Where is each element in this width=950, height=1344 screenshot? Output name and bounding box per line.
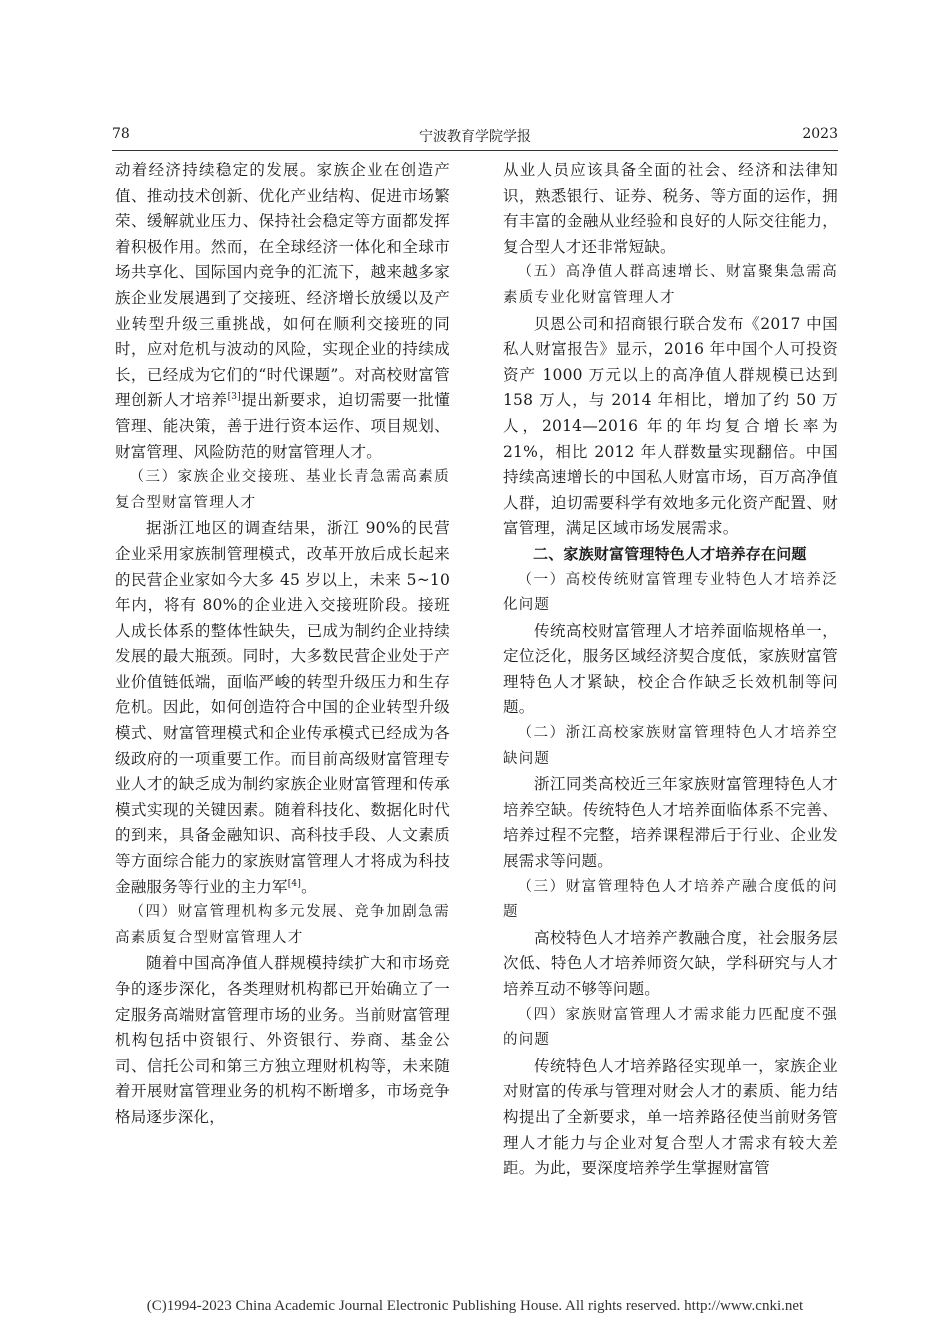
paragraph-wealth-report: 贝恩公司和招商银行联合发布《2017 中国私人财富报告》显示，2016 年中国个人可投资资产 1000 万元以上的高净值人群规模已达到 158 万人，与 2014 年相比，增加了约 50 万人，2014—2016 年的年均复合增长率为 21%，相比 2012 年人群数量实现翻倍。中国持续高速增长的中国私人财富市场，百万高净值人群，迫切需要科学有效地多元化资产配置、财富管理，满足区域市场发展需求。 [503, 314, 838, 538]
paragraph-2-3: 高校特色人才培养产教融合度，社会服务层次低、特色人才培养师资欠缺，学科研究与人才培养互动不够等问题。 [503, 928, 838, 998]
subheading-2-2: （二）浙江高校家族财富管理特色人才培养空缺问题 [503, 725, 838, 767]
paragraph-2-4: 传统特色人才培养路径实现单一，家族企业对财富的传承与管理对财会人才的素质、能力结构提出了全新要求，单一培养路径使当前财务管理人才能力与企业对复合型人才需求有较大差距。为此，要深度培养学生掌握财富管 [503, 1056, 838, 1178]
right-column [503, 158, 838, 1182]
subheading-4: （四）财富管理机构多元发展、竞争加剧急需高素质复合型财富管理人才 [115, 904, 450, 946]
subheading-2-1: （一）高校传统财富管理专业特色人才培养泛化问题 [503, 571, 838, 614]
journal-name: 宁波教育学院学报 [419, 129, 531, 145]
journal-year: 2023 [802, 126, 838, 142]
page-number: 78 [112, 126, 130, 142]
paragraph-2-1: 传统高校财富管理人才培养面临规格单一，定位泛化，服务区域经济契合度低，家族财富管理特色人才紧缺，校企合作缺乏长效机制等问题。 [503, 621, 838, 717]
paragraph-text: 动着经济持续稳定的发展。家族企业在创造产值、推动技术创新、优化产业结构、促进市场繁荣、缓解就业压力、保持社会稳定等方面都发挥着积极作用。然而，在全球经济一体化和全球市场共享化、国际国内竞争的汇流下，越来越多家族企业发展遇到了交接班、经济增长放缓以及产业转型升级三重挑战，如何在顺利交接班的同时，应对危机与波动的风险，实现企业的持续成长，已经成为它们的“时代课题”。对高校财富管理创新人才培养 [115, 161, 450, 410]
subheading-5: （五）高净值人群高速增长、财富聚集急需高素质专业化财富管理人才 [503, 264, 838, 306]
paragraph-2-2: 浙江同类高校近三年家族财富管理特色人才培养空缺。传统特色人才培养面临体系不完善、培养过程不完整，培养课程滞后于行业、企业发展需求等问题。 [503, 775, 838, 871]
reference-3: [3] [227, 392, 241, 403]
paragraph-text: 提出新要求，迫切需要一批懂管理、能决策，善于进行资本运作、项目规划、财富管理、风险防范的财富管理人才。 [115, 391, 450, 461]
left-column [115, 158, 450, 1131]
copyright-footer: (C)1994-2023 China Academic Journal Electronic Publishing House. All rights reserved. http://www.cnki.net [146, 1298, 804, 1314]
paragraph-continued-right: 从业人员应该具备全面的社会、经济和法律知识，熟悉银行、证券、税务、等方面的运作，拥有丰富的金融从业经验和良好的人际交往能力，复合型人才还非常短缺。 [503, 161, 838, 256]
running-header [112, 122, 838, 151]
section-heading-2: 二、家族财富管理特色人才培养存在问题 [533, 544, 807, 563]
paragraph-market-competition: 随着中国高净值人群规模持续扩大和市场竞争的逐步深化，各类理财机构都已开始确立了一定服务高端财富管理市场的业务。当前财富管理机构包括中资银行、外资银行、券商、基金公司、信托公司和第三方独立理财机构等，未来随着开展财富管理业务的机构不断增多，市场竞争格局逐步深化， [115, 954, 450, 1126]
paragraph-zhejiang-survey [115, 516, 450, 900]
reference-4: [4] [287, 878, 302, 889]
paragraph-continued [115, 158, 450, 465]
subheading-2-4: （四）家族财富管理人才需求能力匹配度不强的问题 [503, 1006, 838, 1049]
paragraph-text: 据浙江地区的调查结果，浙江 90%的民营企业采用家族制管理模式，改革开放后成长起来的民营企业家如今大多 45 岁以上，未来 5~10 年内，将有 80%的企业进入交接班阶段。接班人成长体系的整体性缺失，已成为制约企业持续发展的最大瓶颈。同时，大多数民营企业处于产业价值链低端，面临严峻的转型升级压力和生存危机。因此，如何创造符合中国的企业转型升级模式、财富管理模式和企业传承模式已经成为各级政府的一项重要工作。而目前高级财富管理专业人才的缺乏成为制约家族企业财富管理和传承模式实现的关键因素。随着科技化、数据化时代的到来，具备金融知识、高科技手段、人文素质等方面综合能力的家族财富管理人才将成为科技金融服务等行业的主力军 [115, 519, 450, 896]
paragraph-text: 。 [301, 877, 317, 896]
subheading-2-3: （三）财富管理特色人才培养产融合度低的问题 [503, 878, 838, 921]
subheading-3: （三）家族企业交接班、基业长青急需高素质复合型财富管理人才 [115, 469, 450, 511]
